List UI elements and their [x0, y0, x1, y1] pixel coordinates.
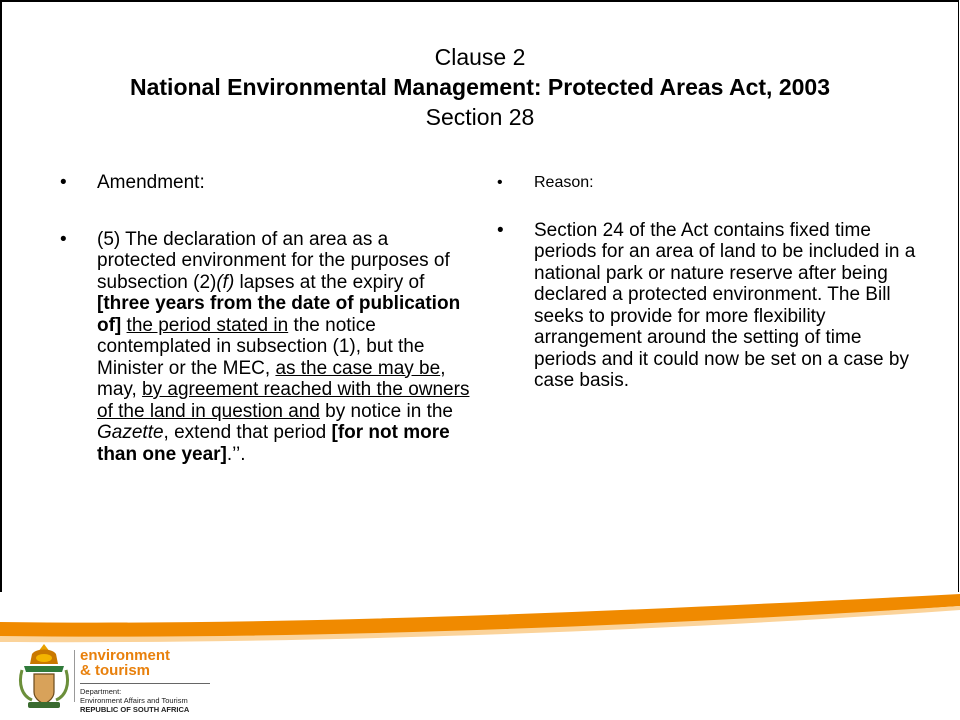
amendment-inserted-text: as the case may be	[275, 357, 441, 379]
amendment-seg: lapses at the expiry of	[234, 271, 425, 293]
country-name: REPUBLIC OF SOUTH AFRICA	[80, 705, 190, 714]
logo-dept-block	[80, 683, 210, 714]
reason-heading: • Reason:	[497, 172, 917, 194]
amendment-seg: by notice in the	[319, 400, 453, 422]
amendment-seg: , extend that period	[163, 422, 332, 443]
amendment-seg: .’’.	[226, 443, 246, 465]
amendment-seg-italic: Gazette	[97, 422, 164, 443]
reason-column	[497, 172, 917, 392]
amendment-heading: • Amendment:	[60, 172, 470, 194]
amendment-seg-italic: (f)	[216, 271, 235, 293]
amendment-column	[60, 172, 470, 465]
amendment-seg: (5) The declaration of an area as a protected environment for the purposes of subsection (2)	[97, 228, 450, 293]
amendment-seg: the notice contemplated in subsection (1), but the Minister or the MEC,	[97, 314, 425, 379]
dept-name: Environment Affairs and Tourism	[80, 696, 188, 705]
title-act-name: National Environmental Management: Protected Areas Act, 2003	[130, 74, 830, 100]
title-section: Section 28	[425, 104, 535, 130]
slide-title	[0, 42, 960, 132]
dept-label: Department:	[80, 687, 122, 696]
amendment-text	[60, 229, 470, 466]
logo-line2: & tourism	[80, 662, 151, 679]
reason-text: • Section 24 of the Act contains fixed time periods for an area of land to be included in a national park or nature reserve after being declared a protected environment. The Bill seeks to provide for more flexibility arrangement around the setting of time periods and it could now be set on a case by case basis.	[497, 220, 917, 392]
amendment-seg: , may,	[97, 357, 446, 400]
amendment-deleted-text: [three years from the date of publication of]	[97, 293, 461, 336]
logo-divider	[74, 650, 75, 702]
logo-line1: environment	[80, 647, 171, 664]
coat-of-arms-icon	[14, 640, 74, 712]
title-clause: Clause 2	[434, 44, 526, 70]
amendment-inserted-text: the period stated in	[126, 314, 289, 336]
amendment-deleted-text: [for not more than one year]	[97, 422, 450, 465]
department-logo	[80, 648, 210, 714]
amendment-inserted-text: by agreement reached with the owners of the land in question and	[97, 379, 470, 422]
